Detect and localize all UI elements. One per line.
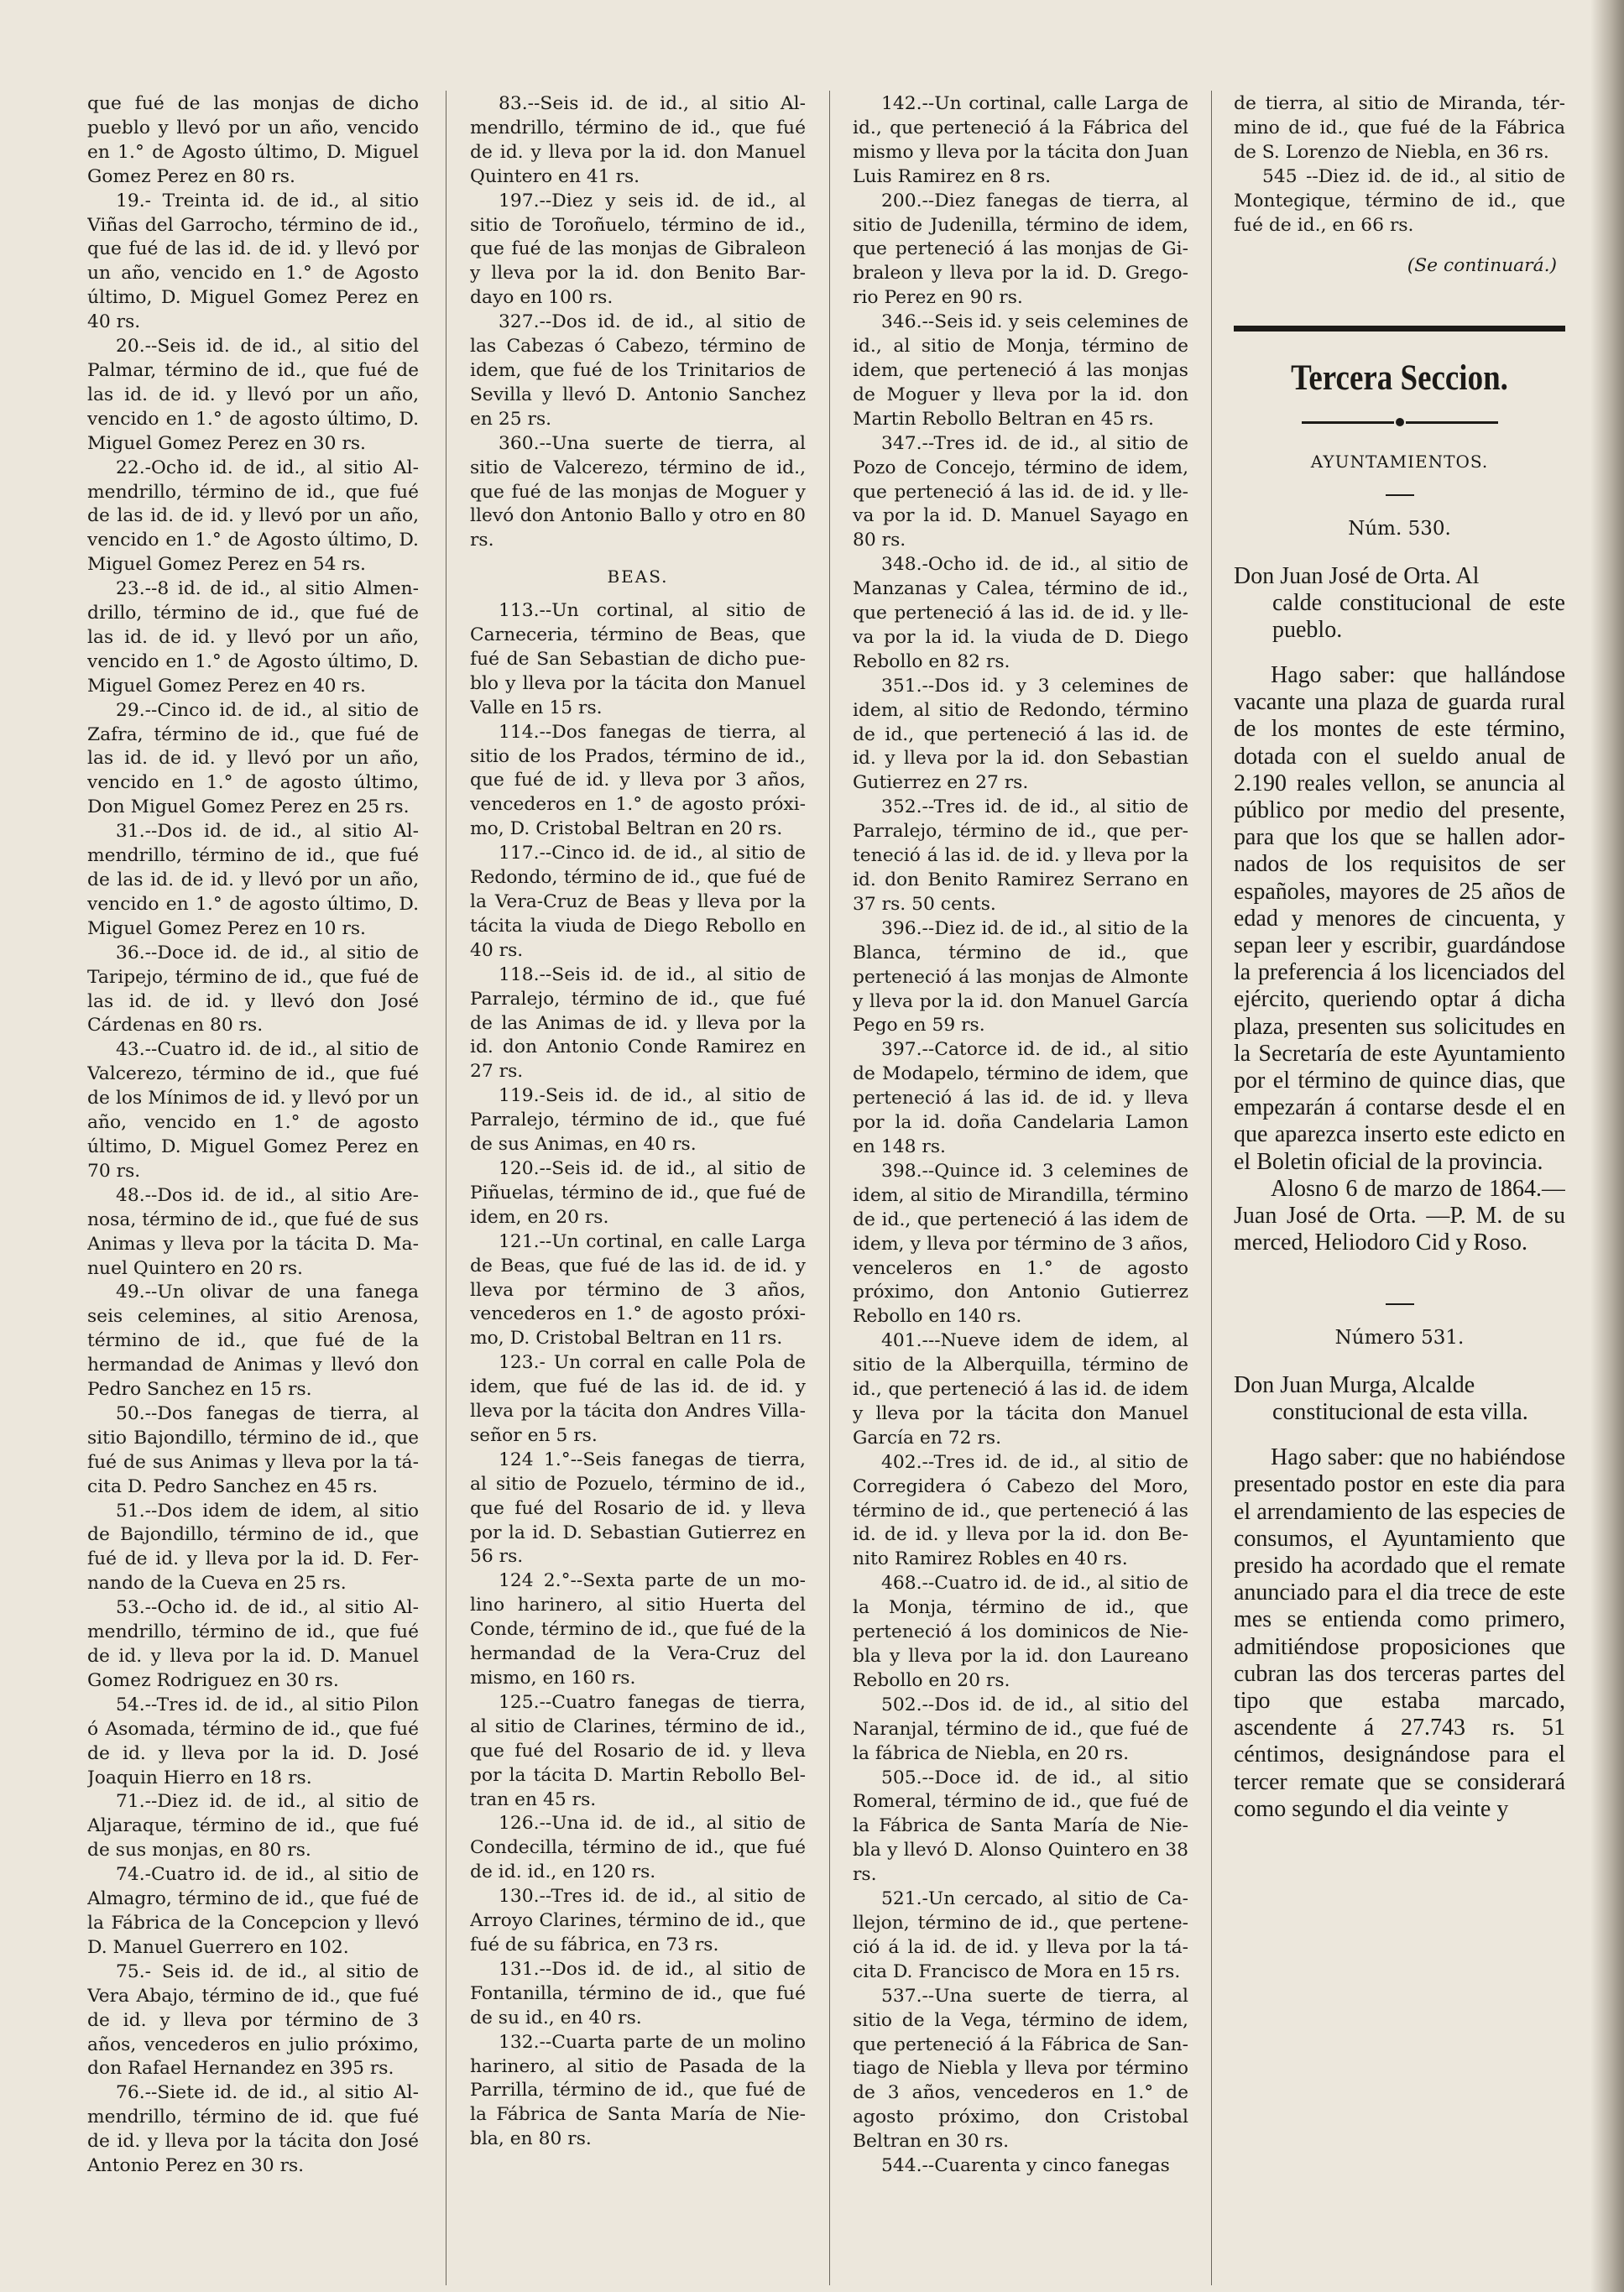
listing-entry: 54.--Tres id. de id., al sitio Pilon ó Asomada, término de id., que fué de id. y lleva por la id. D. José Joaquin Hierro en 18 rs. [87,1694,419,1788]
listing-entry: 74.-Cuatro id. de id., al sitio de Almagro, término de id., que fué de la Fábrica de la Concepcion y llevó D. Manuel Guerrero en 102. [87,1864,419,1958]
listing-entry: 43.--Cuatro id. de id., al sitio de Valcerezo, término de id., que fué de los Mínimos de id. y llevó por un año, vencido en 1.° de agosto último, D. Miguel Gomez Perez en 70 rs. [87,1039,419,1182]
listing-entry: 124 1.°--Seis fanegas de tierra, al sitio de Pozuelo, término de id., que fué del Rosario de id. y lleva por la id. D. Sebastian Gutierrez en 56 rs. [470,1449,806,1568]
listing-entry: 20.--Seis id. de id., al sitio del Palmar, término de id., que fué de las id. de id. y llevó por un año, vencido en 1.° de agosto último, D. Miguel Gomez Perez en 30 rs. [87,336,419,454]
edict-heading-line: constitucional de esta villa. [1272,1399,1528,1426]
edict-heading [1234,1372,1565,1426]
page-edge-shadow [1590,0,1624,2292]
column-4 [1234,92,1565,2279]
edict-heading-line: Don Juan José de Orta. Al [1234,562,1480,589]
edict-body: Hago saber: que no habiéndose presentado postor en este dia para el arrendamiento de las especies de consumos, el Ayuntamiento que presido ha acordado que el remate anunciado para el dia trece de este mes se entienda como primero, admitiéndose proposiciones que cubran las dos terceras partes del tipo que estaba marcado, ascendente á 27.743 rs. 51 céntimos, designándose para el tercer remate que se considerará como segundo el dia veinte y [1234,1444,1565,1822]
edict-closing: Alosno 6 de marzo de 1864.—Juan José de Orta. —P. M. de su merced, Heliodoro Cid y Roso. [1234,1175,1565,1256]
listing-entry: 125.--Cuatro fanegas de tierra, al sitio de Clarines, término de id., que fué del Rosario de id. y lleva por la tácita D. Martin Rebollo Beltran en 45 rs. [470,1691,806,1810]
listing-entry: 117.--Cinco id. de id., al sitio de Redondo, término de id., que fué de la Vera-Cruz de Beas y lleva por la tácita la viuda de Diego Rebollo en 40 rs. [470,843,806,961]
listing-entry: 502.--Dos id. de id., al sitio del Naranjal, término de id., que fué de la fábrica de Niebla, en 20 rs. [853,1694,1188,1764]
short-dash [1234,479,1565,504]
listing-entry: 346.--Seis id. y seis celemines de id., al sitio de Monja, término de idem, que perteneció á las monjas de Moguer y lleva por la id. don Martin Rebollo Beltran en 45 rs. [853,311,1188,430]
listing-entry: 83.--Seis id. de id., al sitio Almendrillo, término de id., que fué de id. y lleva por la id. don Manuel Quintero en 41 rs. [470,93,806,187]
listing-entry: 29.--Cinco id. de id., al sitio de Zafra, término de id., que fué de las id. de id. y llevó por un año, vencido en 1.° de agosto último, Don Miguel Gomez Perez en 25 rs. [87,699,419,818]
column-2 [470,92,806,2279]
listing-entry: 50.--Dos fanegas de tierra, al sitio Bajondillo, término de id., que fué de sus Animas y lleva por la tácita D. Pedro Sanchez en 45 rs. [87,1402,419,1497]
listing-entry: 132.--Cuarta parte de un molino harinero, al sitio de Pasada de la Parrilla, término de id., que fué de la Fábrica de Santa María de Niebla, en 80 rs. [470,2031,806,2150]
listing-entry: 360.--Una suerte de tierra, al sitio de Valcerezo, término de id., que fué de las monjas de Moguer y llevó don Antonio Ballo y otro en 80 rs. [470,432,806,551]
listing-entry: 351.--Dos id. y 3 celemines de idem, al sitio de Redondo, término de id., que perteneció á las id. de id. y lleva por la id. don Sebastian Gutierrez en 27 rs. [853,675,1188,794]
listing-entry: 75.- Seis id. de id., al sitio de Vera Abajo, término de id., que fué de id. y lleva por término de 3 años, vencederos en julio próximo, don Rafael Hernandez en 395 rs. [87,1960,419,2080]
ornament-divider [1234,410,1565,435]
edict-heading-line: calde constitucional de este pueblo. [1272,589,1565,643]
edict-body: Hago saber: que hallándose vacante una plaza de guarda rural de los montes de este término, dotada con el sueldo anual de 2.190 reales vellon, se anuncia al público por medio del presente, para que los que se hallen adornados de los requisitos de ser españoles, mayores de 25 años de edad y menores de cincuenta, y sepan leer y escribir, guardándose la preferencia á los licenciados del ejército, queriendo optar á dicha plaza, presenten sus solicitudes en la Secretaría de este Ayuntamiento por el término de quince dias, que empezarán á contarse desde el en que aparezca inserto este edicto en el Boletin oficial de la provincia. [1234,661,1565,1175]
listing-entry: 197.--Diez y seis id. de id., al sitio de Toroñuelo, término de id., que fué de las monjas de Gibraleon y lleva por la id. don Benito Bardayo en 100 rs. [470,190,806,309]
listing-entry: 124 2.°--Sexta parte de un molino harinero, al sitio Huerta del Conde, término de id., que fué de la hermandad de la Vera-Cruz del mismo, en 160 rs. [470,1570,806,1689]
column-rule [1211,91,1212,2285]
edict-heading [1234,563,1565,644]
listing-entry: 200.--Diez fanegas de tierra, al sitio de Judenilla, término de idem, que perteneció á las monjas de Gibraleon y lleva por la id. D. Gregorio Perez en 90 rs. [853,190,1188,309]
listing-entry: 22.-Ocho id. de id., al sitio Almendrillo, término de id., que fué de las id. de id. y llevó por un año, vencido en 1.° de Agosto último, D. Miguel Gomez Perez en 54 rs. [87,457,419,576]
listing-entry: 544.--Cuarenta y cinco fanegas [881,2155,1170,2177]
listing-entry: 142.--Un cortinal, calle Larga de id., que perteneció á la Fábrica del mismo y lleva por la tácita don Juan Luis Ramirez en 8 rs. [853,93,1188,187]
edict-number: Número 531. [1334,1327,1465,1350]
section-divider [1234,326,1565,332]
listing-entry: 126.--Una id. de id., al sitio de Condecilla, término de id., que fué de id. id., en 120 rs. [470,1813,806,1883]
listing-entry: 545 --Diez id. de id., al sitio de Montegique, término de id., que fué de id., en 66 rs. [1234,165,1565,236]
continue-note: (Se continuará.) [1407,255,1557,277]
listing-entry: 348.-Ocho id. de id., al sitio de Manzanas y Calea, término de id., que perteneció á las id. de id. y lleva por la id. la viuda de D. Diego Rebollo en 82 rs. [853,554,1188,672]
listing-entry: 49.--Un olivar de una fanega seis celemines, al sitio Arenosa, término de id., que fué de la hermandad de Animas y llevó don Pedro Sanchez en 15 rs. [87,1282,419,1401]
listing-entry: 537.--Una suerte de tierra, al sitio de la Vega, término de idem, que perteneció á la Fábrica de Santiago de Niebla y lleva por término de 3 años, vencederos en 1.° de agosto próximo, don Cristobal Beltran en 30 rs. [853,1985,1188,2153]
listing-entry: 398.--Quince id. 3 celemines de idem, al sitio de Mirandilla, término de id., que perteneció á las idem de idem, y lleva por término de 3 años, venceleros en 1.° de agosto próximo, don Antonio Gutierrez Rebollo en 140 rs. [853,1160,1188,1328]
listing-entry: 352.--Tres id. de id., al sitio de Parralejo, término de id., que perteneció á las id. de id. y lleva por la id. don Benito Ramirez Serrano en 37 rs. 50 cents. [853,796,1188,915]
short-dash [1234,1288,1565,1313]
edict-number: Núm. 530. [1348,518,1451,540]
listing-entry: 131.--Dos id. de id., al sitio de Fontanilla, término de id., que fué de su id., en 40 rs. [470,1958,806,2028]
listing-entry: de tierra, al sitio de Miranda, término de id., que fué de la Fábrica de S. Lorenzo de Niebla, en 36 rs. [1234,93,1565,163]
listing-entry: 53.--Ocho id. de id., al sitio Almendrillo, término de id., que fué de id. y lleva por la id. D. Manuel Gomez Rodriguez en 30 rs. [87,1597,419,1691]
section-subhead: AYUNTAMIENTOS. [1310,452,1489,472]
listing-entry: 123.- Un corral en calle Pola de idem, que fué de las id. de id. y lleva por la tácita don Andres Villaseñor en 5 rs. [470,1352,806,1446]
listing-entry: 23.--8 id. de id., al sitio Almendrillo, término de id., que fué de las id. de id. y llevó por un año, vencido en 1.° de Agosto último, D. Miguel Gomez Perez en 40 rs. [87,578,419,697]
listing-entry: 347.--Tres id. de id., al sitio de Pozo de Concejo, término de idem, que perteneció á las id. de id. y lleva por la id. D. Manuel Sayago en 80 rs. [853,432,1188,551]
listing-entry: 120.--Seis id. de id., al sitio de Piñuelas, término de id., que fué de idem, en 20 rs. [470,1157,806,1228]
beas-heading: BEAS. [607,566,669,587]
listing-entry: 505.--Doce id. de id., al sitio Romeral, término de id., que fué de la Fábrica de Santa María de Niebla y llevó D. Alonso Quintero en 38 rs. [853,1767,1188,1886]
listing-entry: 48.--Dos id. de id., al sitio Arenosa, término de id., que fué de sus Animas y lleva por la tácita D. Manuel Quintero en 20 rs. [87,1184,419,1279]
listing-entry: 51.--Dos idem de idem, al sitio de Bajondillo, término de id., que fué de id. y lleva por la id. D. Fernando de la Cueva en 25 rs. [87,1500,419,1595]
listing-entry: 397.--Catorce id. de id., al sitio de Modapelo, término de idem, que perteneció á las id. de id. y lleva por la id. doña Candelaria Lamon en 148 rs. [853,1039,1188,1157]
column-1 [87,92,419,2279]
listing-entry: 521.-Un cercado, al sitio de Callejon, término de id., que perteneció á la id. de id. y lleva por la tácita D. Francisco de Mora en 15 rs. [853,1888,1188,1982]
listing-entry: 402.--Tres id. de id., al sitio de Corregidera ó Cabezo del Moro, término de id., que perteneció á las id. de id. y lleva por la id. don Benito Ramirez Robles en 40 rs. [853,1451,1188,1570]
listing-entry: 118.--Seis id. de id., al sitio de Parralejo, término de id., que fué de las Animas de id. y lleva por la id. don Antonio Conde Ramirez en 27 rs. [470,963,806,1083]
listing-entry: 401.---Nueve idem de idem, al sitio de la Alberquilla, término de id., que perteneció á las id. de idem y lleva por la tácita don Manuel García en 72 rs. [853,1330,1188,1449]
edict-heading-line: Don Juan Murga, Alcalde [1234,1372,1475,1399]
listing-entry: 327.--Dos id. de id., al sitio de las Cabezas ó Cabezo, término de idem, que fué de los Trinitarios de Sevilla y llevó D. Antonio Sanchez en 25 rs. [470,311,806,430]
listing-entry: 113.--Un cortinal, al sitio de Carneceria, término de Beas, que fué de San Sebastian de dicho pueblo y lleva por la tácita don Manuel Valle en 15 rs. [470,600,806,718]
section-title: Tercera Seccion. [1291,358,1508,399]
listing-entry: 119.-Seis id. de id., al sitio de Parralejo, término de id., que fué de sus Animas, en 40 rs. [470,1085,806,1156]
listing-entry: 468.--Cuatro id. de id., al sitio de la Monja, término de id., que perteneció á los dominicos de Niebla y lleva por la id. don Laureano Rebollo en 20 rs. [853,1573,1188,1691]
listing-entry: 31.--Dos id. de id., al sitio Almendrillo, término de id., que fué de las id. de id. y llevó por un año, vencido en 1.° de agosto último, D. Miguel Gomez Perez en 10 rs. [87,821,419,939]
listing-entry: 114.--Dos fanegas de tierra, al sitio de los Prados, término de id., que fué de id. y lleva por 3 años, vencederos en 1.° de agosto próximo, D. Cristobal Beltran en 20 rs. [470,721,806,840]
listing-entry: 130.--Tres id. de id., al sitio de Arroyo Clarines, término de id., que fué de su fábrica, en 73 rs. [470,1886,806,1955]
listing-entry: que fué de las monjas de dicho pueblo y llevó por un año, vencido en 1.° de Agosto último, D. Miguel Gomez Perez en 80 rs. [87,93,419,187]
listing-entry: 36.--Doce id. de id., al sitio de Taripejo, término de id., que fué de las id. de id. y llevó don José Cárdenas en 80 rs. [87,942,419,1036]
listing-entry: 71.--Diez id. de id., al sitio de Aljaraque, término de id., que fué de sus monjas, en 80 rs. [87,1791,419,1861]
listing-entry: 76.--Siete id. de id., al sitio Almendrillo, término de id. que fué de id. y lleva por la tácita don José Antonio Perez en 30 rs. [87,2082,419,2177]
listing-entry: 396.--Diez id. de id., al sitio de la Blanca, término de id., que perteneció á las monjas de Almonte y lleva por la id. don Manuel García Pego en 59 rs. [853,917,1188,1036]
listing-entry: 19.- Treinta id. de id., al sitio Viñas del Garrocho, término de id., que fué de las id. de id. y llevó por un año, vencido en 1.° de Agosto último, D. Miguel Gomez Perez en 40 rs. [87,190,419,333]
column-rule [829,91,830,2285]
listing-entry: 121.--Un cortinal, en calle Larga de Beas, que fué de las id. de id. y lleva por término de 3 años, vencederos en 1.° de agosto próximo, D. Cristobal Beltran en 11 rs. [470,1230,806,1350]
column-3 [853,92,1188,2279]
